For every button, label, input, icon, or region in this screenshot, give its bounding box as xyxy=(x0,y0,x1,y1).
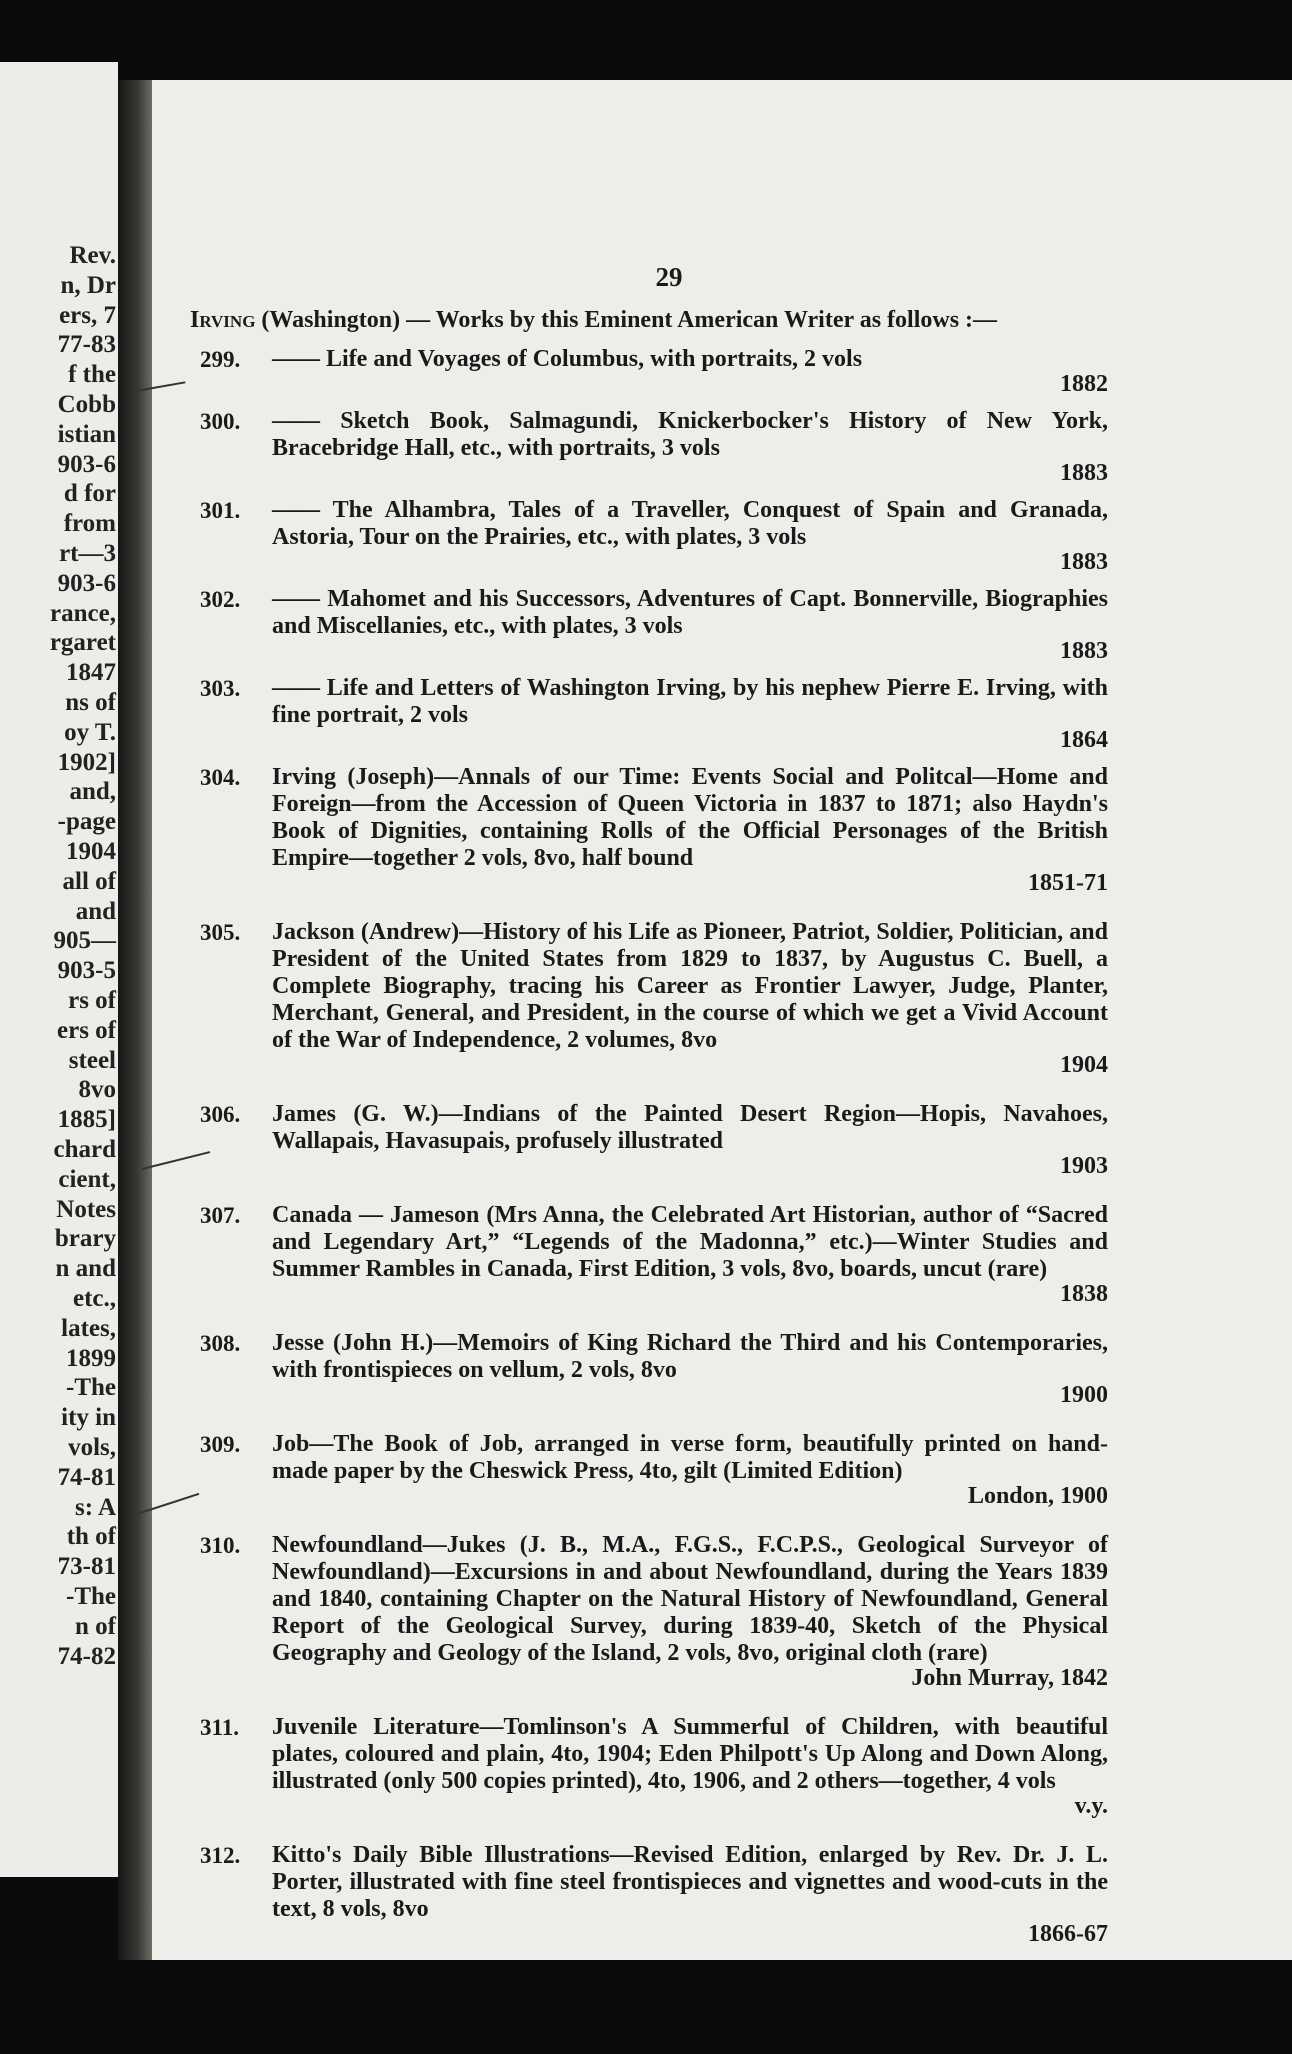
entry-number: 308. xyxy=(200,1331,241,1356)
entry-description: —— Sketch Book, Salmagundi, Knickerbocker's History of New York, Bracebridge Hall, etc., with portraits, 3 vols xyxy=(272,408,1108,461)
entry-description: —— Life and Voyages of Columbus, with portraits, 2 vols xyxy=(272,346,863,372)
facing-page-line: 1885] xyxy=(57,1106,116,1134)
entry-date: v.y. xyxy=(1074,1793,1108,1819)
entry-date: 1883 xyxy=(1060,638,1108,664)
entry-date: 1838 xyxy=(1060,1281,1108,1307)
entry-date: 1851-71 xyxy=(1028,870,1108,896)
facing-page-line: rgaret xyxy=(49,629,116,657)
facing-page-line: n of xyxy=(75,1612,116,1640)
facing-page-line: ity in xyxy=(61,1404,116,1432)
facing-page-line: Notes xyxy=(56,1195,116,1223)
entry-description: —— Life and Letters of Washington Irving, by his nephew Pierre E. Irving, with fine portrait, 2 vols xyxy=(272,675,1108,728)
facing-page-line: from xyxy=(63,510,116,538)
entry-date: 1866-67 xyxy=(1028,1921,1108,1947)
entry-number: 304. xyxy=(200,765,241,790)
catalogue-entry xyxy=(190,1532,1108,1692)
entry-description: Newfoundland—Jukes (J. B., M.A., F.G.S., F.C.P.S., Geological Surveyor of Newfoundland)—Excursions in and about Newfoundland, during the Years 1839 and 1840, containing Chapter on the Natural History of Newfoundland, General Report of the Geological Survey, during 1839-40, Sketch of the Physical Geography and Geology of the Island, 2 vols, 8vo, original cloth (rare) xyxy=(272,1532,1108,1666)
entry-date: 1883 xyxy=(1060,549,1108,575)
facing-page-line: rt—3 xyxy=(59,540,116,567)
entry-description: Juvenile Literature—Tomlinson's A Summerful of Children, with beautiful plates, coloured and plain, 4to, 1904; Eden Philpott's Up Along and Down Along, illustrated (only 500 copies printed), 4to, 1906, and 2 others—together, 4 vols xyxy=(272,1714,1108,1794)
catalogue-entry xyxy=(190,408,1108,487)
catalogue-entry xyxy=(190,1431,1108,1510)
facing-page-line: steel xyxy=(68,1046,116,1074)
facing-page-line: 74-81 xyxy=(57,1463,116,1491)
facing-page-line: 74-82 xyxy=(57,1642,116,1670)
entry-date: 1882 xyxy=(1060,371,1108,397)
catalogue-entry xyxy=(190,675,1108,754)
facing-page-line: 77-83 xyxy=(57,331,116,359)
entry-number: 302. xyxy=(200,587,241,612)
facing-page-line: istian xyxy=(57,420,116,448)
catalogue-entry xyxy=(190,1101,1108,1180)
facing-page-line: etc., xyxy=(72,1285,116,1312)
catalogue-entry xyxy=(190,1714,1108,1820)
catalogue-entry xyxy=(190,497,1108,576)
catalogue-entry xyxy=(190,764,1108,897)
facing-page-line: Cobb xyxy=(57,391,116,418)
entry-number: 301. xyxy=(200,498,241,523)
entry-date: 1883 xyxy=(1060,460,1108,486)
catalogue-page xyxy=(152,80,1292,1960)
facing-page-line: 903-6 xyxy=(57,569,116,597)
facing-page-line: Rev. xyxy=(69,242,116,269)
catalogue-entry xyxy=(190,919,1108,1079)
facing-page-line: th of xyxy=(66,1523,116,1551)
book-gutter xyxy=(118,80,152,1960)
header-text: (Washington) — Works by this Eminent American Writer as follows :— xyxy=(261,307,998,333)
facing-page-line: ers, 7 xyxy=(59,301,116,329)
entry-description: Irving (Joseph)—Annals of our Time: Events Social and Politcal—Home and Foreign—from the Accession of Queen Victoria in 1837 to 1871; also Haydn's Book of Dignities, containing Rolls of the Official Personages of the British Empire—together 2 vols, 8vo, half bound xyxy=(272,764,1108,871)
facing-page-line: all of xyxy=(62,867,116,895)
facing-page-line: rance, xyxy=(50,599,116,627)
entry-number: 303. xyxy=(200,676,241,701)
facing-page-line: cient, xyxy=(58,1165,116,1193)
facing-page-line: 903-5 xyxy=(57,957,116,985)
facing-page-line: n and xyxy=(55,1255,116,1283)
section-header xyxy=(190,307,1108,334)
catalogue-entry xyxy=(190,1202,1108,1308)
entry-number: 299. xyxy=(200,347,241,372)
facing-page-line: oy T. xyxy=(64,718,116,746)
entry-date: 1900 xyxy=(1060,1382,1108,1408)
entry-description: —— Mahomet and his Successors, Adventures of Capt. Bonnerville, Biographies and Miscellanies, etc., with plates, 3 vols xyxy=(272,586,1108,639)
facing-page-line: -page xyxy=(57,808,116,836)
facing-page-line: vols, xyxy=(68,1434,116,1461)
facing-page-line: ers of xyxy=(57,1016,116,1044)
entry-number: 309. xyxy=(200,1432,241,1457)
entry-date: 1864 xyxy=(1060,727,1108,753)
facing-page-line: ns of xyxy=(65,689,116,716)
entry-date: London, 1900 xyxy=(967,1483,1108,1509)
author-name: Irving xyxy=(190,307,256,333)
entry-number: 306. xyxy=(200,1102,241,1127)
catalogue-content xyxy=(190,262,1108,1970)
entry-number: 307. xyxy=(200,1203,241,1228)
facing-page-line: 73-81 xyxy=(57,1553,116,1581)
facing-page-line: 1904 xyxy=(66,838,116,865)
catalogue-entry xyxy=(190,1330,1108,1409)
facing-page-line: -The xyxy=(66,1374,116,1402)
facing-page-line: rs of xyxy=(68,987,116,1014)
facing-page-line: 905— xyxy=(53,927,116,955)
entry-description: Canada — Jameson (Mrs Anna, the Celebrated Art Historian, author of “Sacred and Legendary Art,” “Legends of the Madonna,” etc.)—Winter Studies and Summer Rambles in Canada, First Edition, 3 vols, 8vo, boards, uncut (rare) xyxy=(272,1202,1108,1282)
entry-description: Jackson (Andrew)—History of his Life as Pioneer, Patriot, Soldier, Politician, and President of the United States from 1829 to 1837, by Augustus C. Buell, a Complete Biography, tracing his Career as Frontier Lawyer, Judge, Planter, Merchant, General, and President, in the course of which we get a Vivid Account of the War of Independence, 2 volumes, 8vo xyxy=(272,919,1108,1053)
facing-page-line: and xyxy=(75,897,116,925)
facing-page-line: 1899 xyxy=(66,1344,116,1372)
catalogue-entry xyxy=(190,586,1108,665)
catalogue-entry xyxy=(190,1842,1108,1948)
entry-number: 312. xyxy=(200,1843,241,1868)
page-number: 29 xyxy=(655,262,683,292)
facing-page-line: 1847 xyxy=(66,659,116,687)
facing-page-line: and, xyxy=(69,778,116,806)
facing-page-line: 903-6 xyxy=(57,450,116,478)
entry-description: Kitto's Daily Bible Illustrations—Revised Edition, enlarged by Rev. Dr. J. L. Porter, illustrated with fine steel frontispieces and vignettes and wood-cuts in the text, 8 vols, 8vo xyxy=(272,1842,1108,1922)
facing-page-line: chard xyxy=(53,1136,116,1163)
entry-description: James (G. W.)—Indians of the Painted Desert Region—Hopis, Navahoes, Wallapais, Havasupais, profusely illustrated xyxy=(272,1101,1108,1154)
entry-description: Job—The Book of Job, arranged in verse form, beautifully printed on hand-made paper by the Cheswick Press, 4to, gilt (Limited Edition) xyxy=(272,1431,1108,1484)
facing-page-line: f the xyxy=(68,361,116,389)
entry-date: 1903 xyxy=(1060,1153,1108,1179)
catalogue-entry xyxy=(190,346,1108,398)
facing-page-line: lates, xyxy=(61,1314,116,1342)
entry-description: —— The Alhambra, Tales of a Traveller, Conquest of Spain and Granada, Astoria, Tour on the Prairies, etc., with plates, 3 vols xyxy=(272,497,1108,550)
facing-page-line: d for xyxy=(63,480,116,508)
facing-page-line: 8vo xyxy=(78,1076,116,1104)
facing-page-line: -The xyxy=(66,1583,116,1610)
entry-number: 305. xyxy=(200,920,241,945)
facing-page-line: s: A xyxy=(75,1493,116,1521)
facing-page-line: brary xyxy=(54,1225,116,1253)
facing-page-line: 1902] xyxy=(57,748,116,776)
entry-description: Jesse (John H.)—Memoirs of King Richard the Third and his Contemporaries, with frontispieces on vellum, 2 vols, 8vo xyxy=(272,1330,1108,1383)
entry-date: 1904 xyxy=(1060,1052,1108,1078)
entry-list xyxy=(190,346,1108,1948)
facing-page-fragment xyxy=(0,62,118,1877)
entry-number: 300. xyxy=(200,409,241,434)
entry-date: John Murray, 1842 xyxy=(911,1665,1108,1691)
entry-number: 310. xyxy=(200,1533,241,1558)
facing-page-line: n, Dr xyxy=(60,271,116,299)
entry-number: 311. xyxy=(200,1715,239,1740)
